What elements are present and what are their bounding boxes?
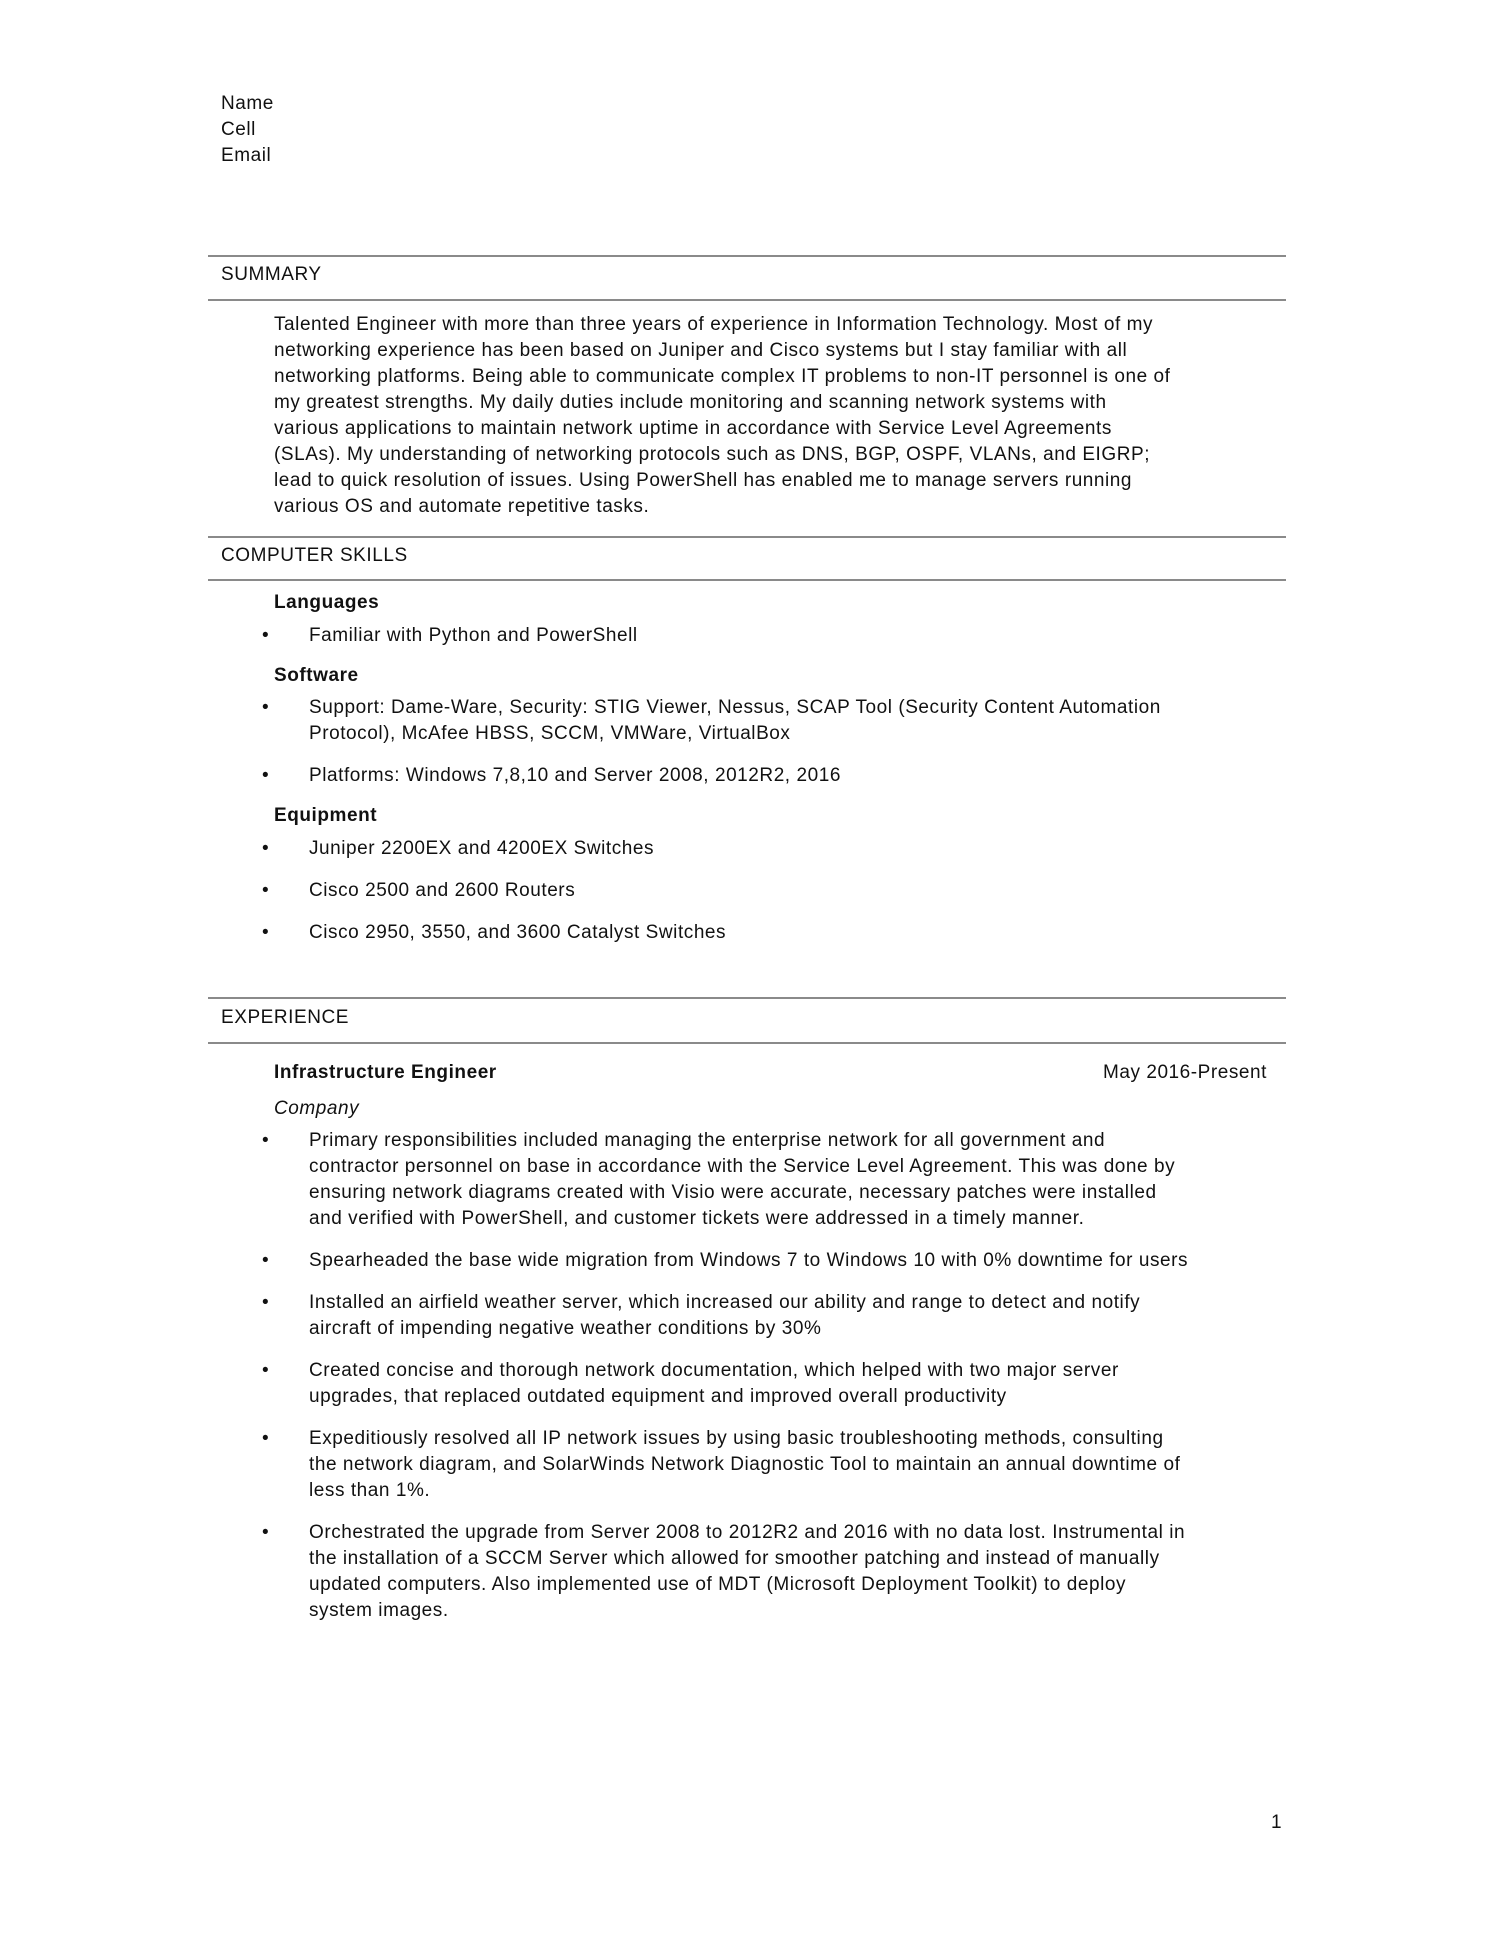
section-heading-skills: COMPUTER SKILLS xyxy=(221,545,408,566)
list-item-line: system images. xyxy=(309,1600,449,1621)
bullet-icon: • xyxy=(262,697,270,718)
list-item xyxy=(309,1290,1140,1342)
list-item-line: upgrades, that replaced outdated equipment and improved overall productivity xyxy=(309,1386,1007,1407)
list-item xyxy=(309,623,638,649)
list-item-line: Orchestrated the upgrade from Server 2008 to 2012R2 and 2016 with no data lost. Instrumental in xyxy=(309,1522,1186,1543)
bullet-icon: • xyxy=(262,1292,270,1313)
bullet-icon: • xyxy=(262,1360,270,1381)
list-item xyxy=(309,836,654,862)
bullet-icon: • xyxy=(262,838,270,859)
summary-line: networking experience has been based on Juniper and Cisco systems but I stay familiar with all xyxy=(274,340,1128,361)
list-item-line: less than 1%. xyxy=(309,1480,431,1501)
divider xyxy=(208,579,1286,581)
divider xyxy=(208,255,1286,257)
list-item-line: Support: Dame-Ware, Security: STIG Viewer, Nessus, SCAP Tool (Security Content Automation xyxy=(309,697,1161,718)
job-dates: May 2016-Present xyxy=(1102,1062,1267,1083)
list-item xyxy=(309,1358,1119,1410)
list-item-line: Cisco 2950, 3550, and 3600 Catalyst Switches xyxy=(309,922,727,943)
bullet-icon: • xyxy=(262,1428,270,1449)
section-heading-summary: SUMMARY xyxy=(221,264,322,285)
list-item-line: Created concise and thorough network documentation, which helped with two major server xyxy=(309,1360,1119,1381)
list-item xyxy=(309,878,575,904)
list-item xyxy=(309,695,1161,747)
list-item-line: Protocol), McAfee HBSS, SCCM, VMWare, VirtualBox xyxy=(309,723,791,744)
contact-email: Email xyxy=(221,145,272,166)
list-item xyxy=(309,763,841,789)
divider xyxy=(208,536,1286,538)
list-item-line: and verified with PowerShell, and customer tickets were addressed in a timely manner. xyxy=(309,1208,1085,1229)
subheading-equipment: Equipment xyxy=(274,805,378,826)
bullet-icon: • xyxy=(262,1130,270,1151)
summary-line: various OS and automate repetitive tasks. xyxy=(274,496,650,517)
summary-line: Talented Engineer with more than three years of experience in Information Technology. Most of my xyxy=(274,314,1154,335)
list-item-line: Spearheaded the base wide migration from Windows 7 to Windows 10 with 0% downtime for users xyxy=(309,1250,1189,1271)
list-item xyxy=(309,1248,1188,1274)
bullet-icon: • xyxy=(262,880,270,901)
list-item-line: the network diagram, and SolarWinds Network Diagnostic Tool to maintain an annual downtime of xyxy=(309,1454,1181,1475)
subheading-software: Software xyxy=(274,665,359,686)
list-item-line: Primary responsibilities included managing the enterprise network for all government and xyxy=(309,1130,1106,1151)
bullet-icon: • xyxy=(262,1250,270,1271)
list-item xyxy=(309,1128,1175,1232)
list-item-line: aircraft of impending negative weather conditions by 30% xyxy=(309,1318,822,1339)
list-item xyxy=(309,920,726,946)
summary-line: lead to quick resolution of issues. Using PowerShell has enabled me to manage servers running xyxy=(274,470,1133,491)
divider xyxy=(208,299,1286,301)
divider xyxy=(208,1042,1286,1044)
page-number: 1 xyxy=(1271,1812,1283,1833)
job-company: Company xyxy=(274,1098,360,1119)
bullet-icon: • xyxy=(262,1522,270,1543)
job-title: Infrastructure Engineer xyxy=(274,1062,497,1083)
contact-name: Name xyxy=(221,93,274,114)
list-item-line: Installed an airfield weather server, which increased our ability and range to detect and notify xyxy=(309,1292,1141,1313)
summary-line: my greatest strengths. My daily duties include monitoring and scanning network systems with xyxy=(274,392,1107,413)
summary-paragraph xyxy=(274,312,1170,520)
list-item-line: the installation of a SCCM Server which allowed for smoother patching and instead of manually xyxy=(309,1548,1160,1569)
summary-line: various applications to maintain network uptime in accordance with Service Level Agreements xyxy=(274,418,1112,439)
list-item-line: Familiar with Python and PowerShell xyxy=(309,625,638,646)
list-item-line: updated computers. Also implemented use of MDT (Microsoft Deployment Toolkit) to deploy xyxy=(309,1574,1127,1595)
contact-cell: Cell xyxy=(221,119,256,140)
divider xyxy=(208,997,1286,999)
summary-line: networking platforms. Being able to communicate complex IT problems to non-IT personnel is one of xyxy=(274,366,1171,387)
list-item-line: Platforms: Windows 7,8,10 and Server 2008, 2012R2, 2016 xyxy=(309,765,841,786)
list-item xyxy=(309,1426,1180,1504)
summary-line: (SLAs). My understanding of networking protocols such as DNS, BGP, OSPF, VLANs, and EIGRP; xyxy=(274,444,1151,465)
list-item-line: Juniper 2200EX and 4200EX Switches xyxy=(309,838,655,859)
list-item-line: contractor personnel on base in accordance with the Service Level Agreement. This was done by xyxy=(309,1156,1176,1177)
list-item-line: Expeditiously resolved all IP network issues by using basic troubleshooting methods, consulting xyxy=(309,1428,1164,1449)
bullet-icon: • xyxy=(262,922,270,943)
bullet-icon: • xyxy=(262,625,270,646)
subheading-languages: Languages xyxy=(274,592,380,613)
section-heading-experience: EXPERIENCE xyxy=(221,1007,349,1028)
list-item-line: ensuring network diagrams created with Visio were accurate, necessary patches were installed xyxy=(309,1182,1157,1203)
bullet-icon: • xyxy=(262,765,270,786)
list-item-line: Cisco 2500 and 2600 Routers xyxy=(309,880,576,901)
list-item xyxy=(309,1520,1185,1624)
